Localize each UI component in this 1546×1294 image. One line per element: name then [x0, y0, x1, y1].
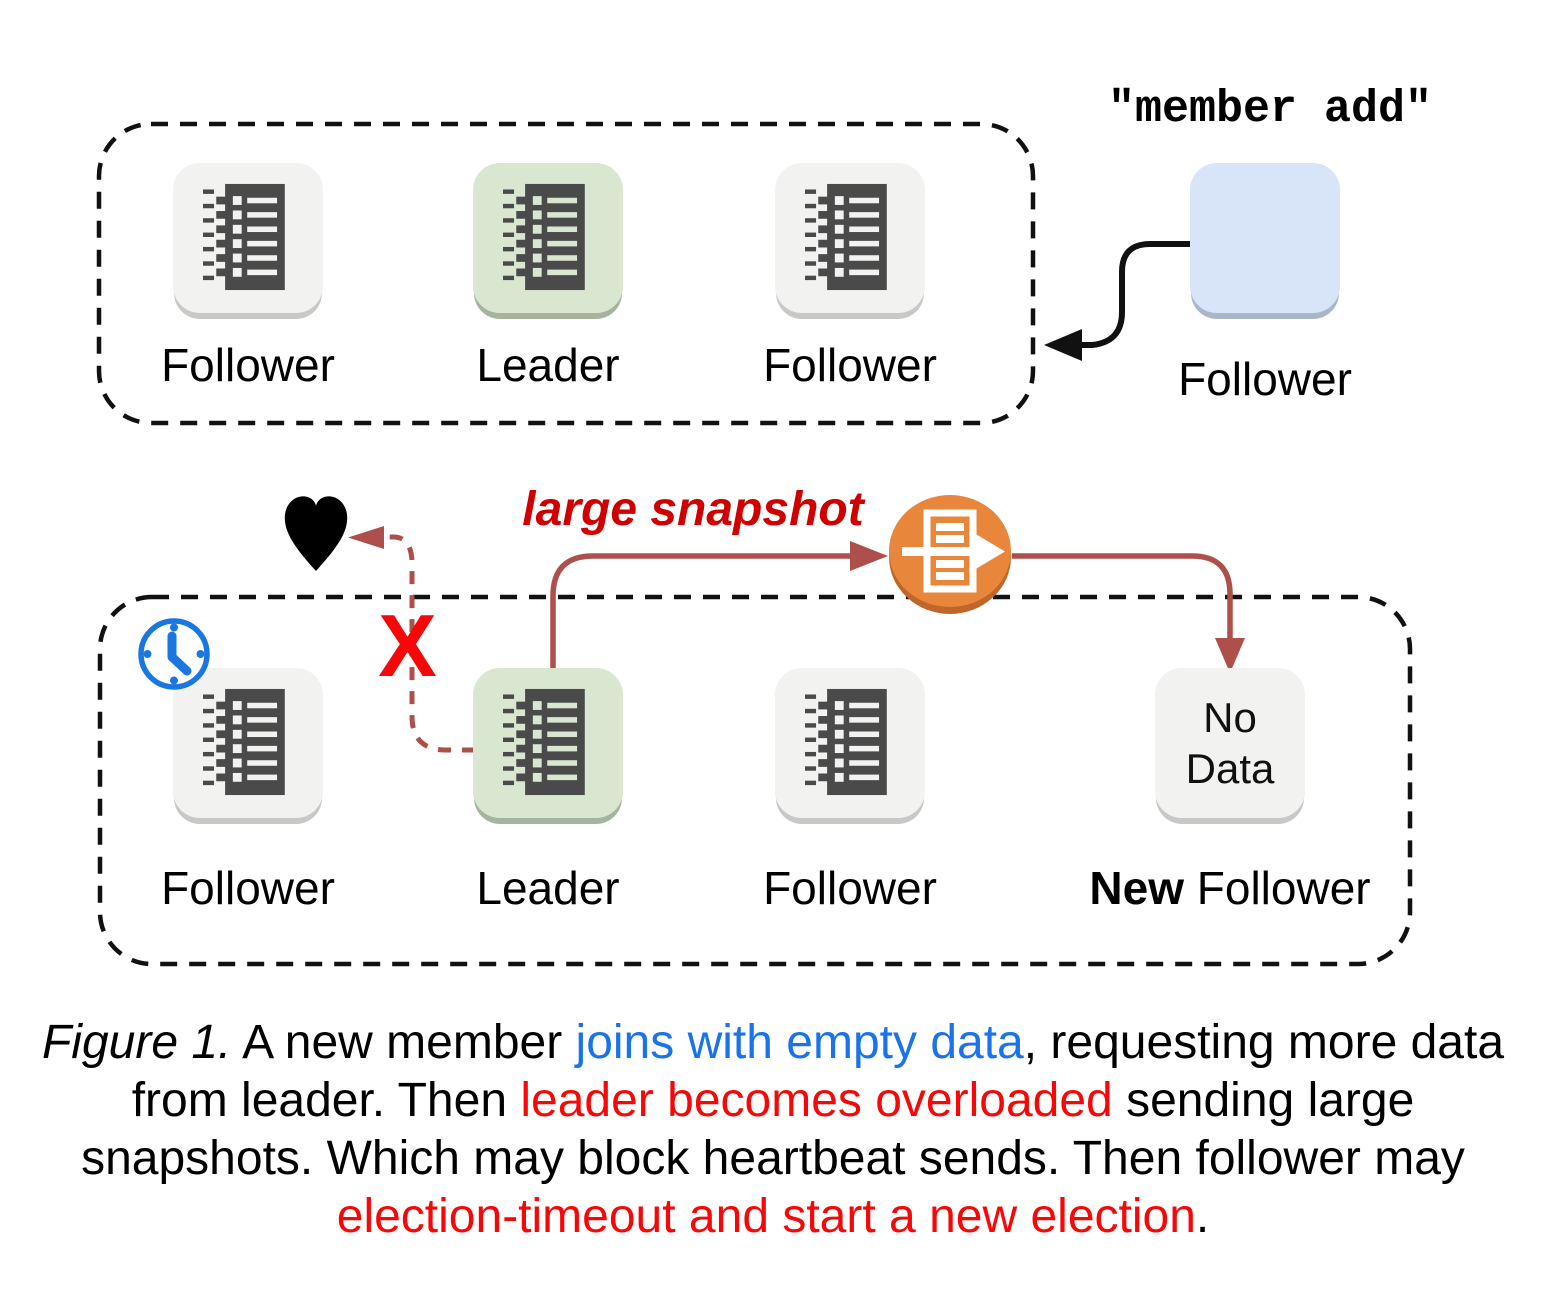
new-follower-node [1089, 668, 1371, 914]
log-icon [203, 181, 287, 293]
node-label: Follower [1178, 353, 1352, 405]
node-box [1190, 163, 1340, 313]
blocked-heartbeat-x: X [378, 596, 437, 695]
node-label: Follower [161, 862, 335, 914]
cluster-node [473, 668, 623, 914]
cluster-node [763, 163, 937, 391]
caption-line-1: Figure 1. A new member joins with empty data, requesting more data [41, 1016, 1505, 1069]
log-icon [503, 181, 587, 293]
node-box [775, 668, 925, 818]
node-label: Follower [763, 862, 937, 914]
figure-caption [0, 1014, 1546, 1246]
snapshot-arrow-right [1012, 556, 1245, 673]
log-icon [805, 181, 889, 293]
snapshot-transfer-icon [888, 493, 1012, 615]
node-label: Follower [763, 339, 937, 391]
node-label: Leader [476, 339, 620, 391]
log-icon [203, 686, 287, 798]
node-box [173, 163, 323, 313]
cluster-node [161, 163, 335, 391]
new-member-node [1178, 163, 1352, 405]
caption-line-3: snapshots. Which may block heartbeat sends. Then follower may [81, 1132, 1465, 1185]
node-box [775, 163, 925, 313]
caption-line-4: election-timeout and start a new election. [336, 1190, 1210, 1243]
node-label: Leader [476, 862, 620, 914]
log-icon [805, 686, 889, 798]
node-box [473, 163, 623, 313]
node-label: New Follower [1089, 862, 1371, 914]
cluster-node [763, 668, 937, 914]
node-box [1155, 668, 1305, 818]
log-icon [503, 686, 587, 798]
member-add-command: "member add" [1107, 84, 1433, 135]
caption-line-2: from leader. Then leader becomes overloaded sending large [131, 1074, 1415, 1127]
no-data-text-line2: Data [1185, 745, 1275, 792]
election-timeout-clock-icon [135, 615, 213, 693]
no-data-text-line1: No [1203, 694, 1257, 741]
snapshot-arrow-left [553, 541, 888, 670]
bottom-cluster-nodes [0, 668, 1546, 914]
node-box [473, 668, 623, 818]
node-label: Follower [161, 339, 335, 391]
heart-icon [285, 496, 347, 571]
large-snapshot-label: large snapshot [522, 483, 864, 536]
cluster-node [473, 163, 623, 391]
